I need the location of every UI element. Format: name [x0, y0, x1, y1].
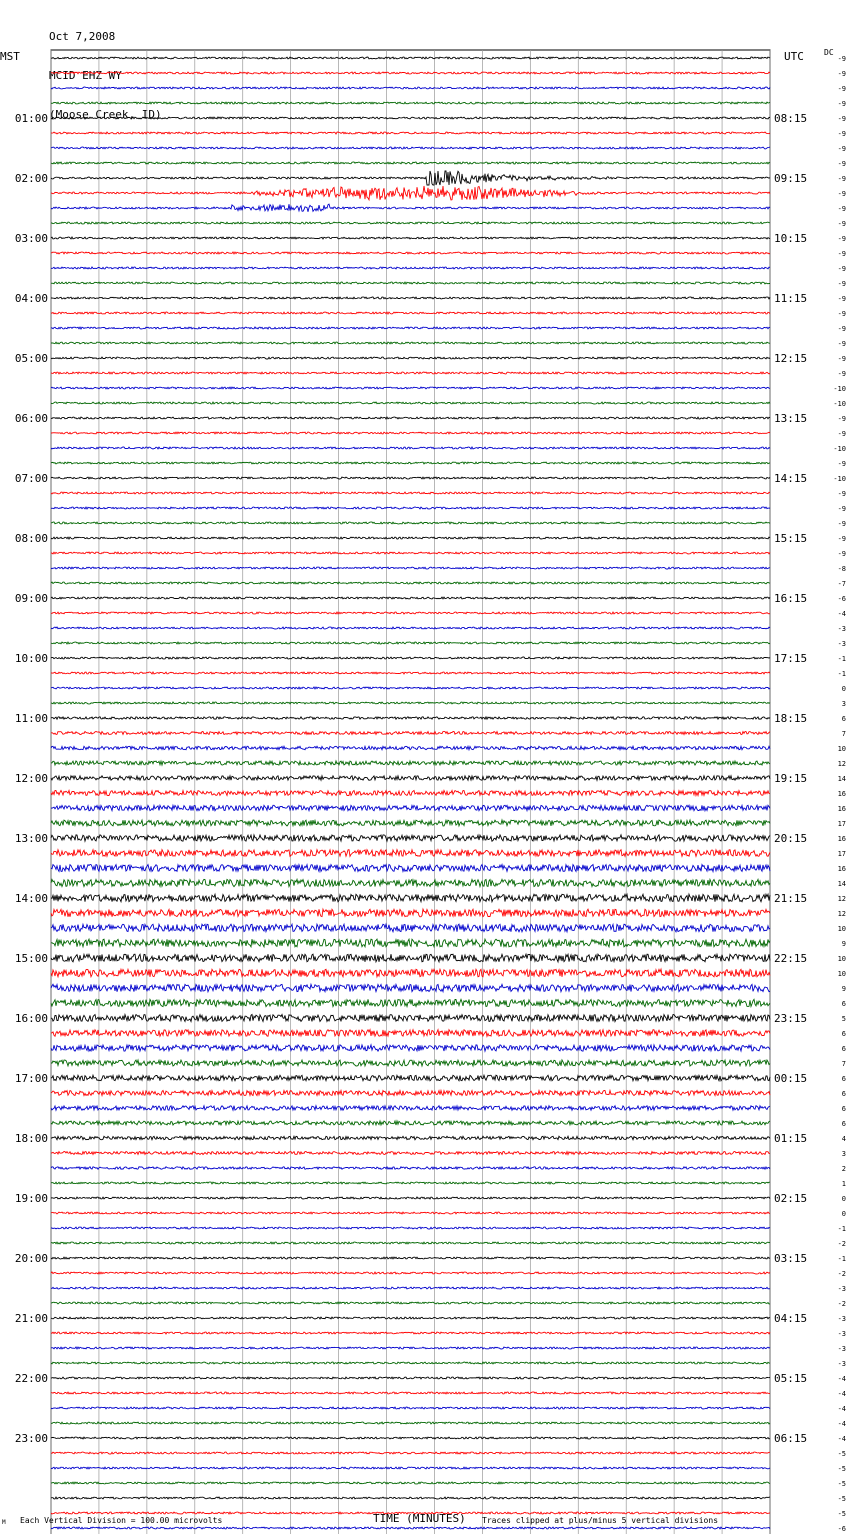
dc-offset-label: 4: [841, 1135, 846, 1143]
dc-offset-label: -2: [837, 1300, 846, 1308]
seismic-trace: [51, 835, 770, 841]
seismic-trace: [51, 732, 770, 735]
dc-offset-label: -9: [837, 145, 846, 153]
seismic-trace: [51, 1121, 770, 1125]
mst-hour-label: 10:00: [14, 652, 48, 665]
seismic-trace: [51, 537, 770, 539]
seismic-trace: [51, 1467, 770, 1469]
utc-hour-label: 08:15: [774, 112, 808, 125]
utc-hour-label: 05:15: [774, 1372, 808, 1385]
mst-hour-label: 23:00: [14, 1432, 48, 1445]
seismic-trace: [51, 1091, 770, 1096]
dc-offset-label: -4: [837, 1405, 846, 1413]
mst-hour-label: 01:00: [14, 112, 48, 125]
utc-hour-label: 10:15: [774, 232, 808, 245]
dc-offset-label: -5: [837, 1495, 846, 1503]
utc-hour-label: 03:15: [774, 1252, 808, 1265]
dc-offset-label: -9: [837, 550, 846, 558]
x-axis-title: TIME (MINUTES): [373, 1512, 466, 1525]
mst-hour-label: 06:00: [14, 412, 48, 425]
scale-note: Each Vertical Division = 100.00 microvolts: [20, 1516, 223, 1525]
dc-offset-label: -7: [837, 580, 846, 588]
dc-offset-label: 6: [841, 1000, 846, 1008]
seismic-trace: [51, 432, 770, 434]
dc-offset-label: 5: [841, 1015, 846, 1023]
dc-offset-label: -9: [837, 355, 846, 363]
dc-offset-label: -9: [837, 340, 846, 348]
utc-label: UTC: [784, 50, 804, 63]
dc-offset-label: -4: [837, 1420, 846, 1428]
seismic-trace: [51, 1015, 770, 1022]
mst-hour-label: 17:00: [14, 1072, 48, 1085]
seismic-trace: [51, 522, 770, 524]
dc-offset-label: -3: [837, 1360, 846, 1368]
dc-offset-label: -9: [837, 520, 846, 528]
mst-hour-label: 19:00: [14, 1192, 48, 1205]
station-label: MCID EHZ WY: [49, 69, 122, 82]
seismic-trace: [51, 204, 770, 212]
seismic-trace: [51, 1347, 770, 1349]
dc-offset-label: 6: [841, 1045, 846, 1053]
dc-offset-label: -10: [833, 475, 846, 483]
seismic-trace: [51, 1167, 770, 1169]
seismic-trace: [51, 702, 770, 704]
seismic-trace: [51, 357, 770, 359]
mst-hour-label: 07:00: [14, 472, 48, 485]
dc-offset-label: -9: [837, 430, 846, 438]
mst-hour-label: 15:00: [14, 952, 48, 965]
dc-offset-label: 14: [837, 880, 846, 888]
dc-offset-label: 17: [837, 850, 846, 858]
dc-offset-label: 9: [841, 985, 846, 993]
mst-hour-label: 11:00: [14, 712, 48, 725]
mst-label: MST: [0, 50, 20, 63]
seismic-trace: [51, 1227, 770, 1229]
dc-offset-label: 16: [837, 865, 846, 873]
dc-offset-label: -9: [837, 85, 846, 93]
dc-offset-label: -9: [837, 265, 846, 273]
dc-offset-label: -9: [837, 130, 846, 138]
seismic-trace: [51, 147, 770, 149]
dc-offset-label: 1: [841, 1180, 846, 1188]
utc-hour-label: 22:15: [774, 952, 808, 965]
dc-offset-label: -9: [837, 100, 846, 108]
seismic-trace: [51, 447, 770, 449]
corner-mark: M: [2, 1519, 6, 1526]
dc-offset-label: 16: [837, 790, 846, 798]
seismic-trace: [51, 1377, 770, 1379]
dc-offset-label: 6: [841, 1105, 846, 1113]
dc-offset-label: -9: [837, 115, 846, 123]
mst-hour-label: 09:00: [14, 592, 48, 605]
seismic-trace: [51, 1287, 770, 1289]
dc-offset-label: -9: [837, 205, 846, 213]
seismic-trace: [51, 552, 770, 554]
mst-hour-label: 14:00: [14, 892, 48, 905]
utc-hour-label: 06:15: [774, 1432, 808, 1445]
dc-offset-label: 6: [841, 1090, 846, 1098]
dc-offset-label: 12: [837, 895, 846, 903]
seismic-trace: [51, 567, 770, 569]
mst-hour-label: 08:00: [14, 532, 48, 545]
dc-offset-label: -5: [837, 1480, 846, 1488]
seismic-trace: [51, 761, 770, 765]
seismic-trace: [51, 267, 770, 269]
dc-offset-label: -10: [833, 385, 846, 393]
seismic-trace: [51, 1182, 770, 1184]
dc-offset-label: 12: [837, 910, 846, 918]
seismic-trace: [51, 492, 770, 494]
mst-hour-label: 03:00: [14, 232, 48, 245]
utc-hour-label: 09:15: [774, 172, 808, 185]
seismic-trace: [51, 1317, 770, 1319]
seismic-trace: [51, 312, 770, 314]
mst-hour-label: 04:00: [14, 292, 48, 305]
utc-hour-label: 02:15: [774, 1192, 808, 1205]
dc-offset-label: -9: [837, 220, 846, 228]
dc-offset-label: -3: [837, 1345, 846, 1353]
seismic-trace: [51, 507, 770, 509]
seismic-trace: [51, 924, 770, 932]
seismic-trace: [51, 1422, 770, 1424]
mst-hour-label: 12:00: [14, 772, 48, 785]
mst-hour-label: 05:00: [14, 352, 48, 365]
dc-offset-label: -5: [837, 1450, 846, 1458]
dc-offset-label: -3: [837, 1330, 846, 1338]
seismic-trace: [51, 1332, 770, 1334]
seismic-trace: [51, 1407, 770, 1409]
dc-offset-label: 10: [837, 925, 846, 933]
seismic-trace: [51, 222, 770, 224]
dc-offset-label: 6: [841, 1075, 846, 1083]
dc-offset-label: 12: [837, 760, 846, 768]
seismic-trace: [51, 1302, 770, 1304]
seismic-trace: [51, 237, 770, 239]
dc-offset-label: -9: [837, 235, 846, 243]
seismic-trace: [51, 72, 770, 74]
seismic-trace: [51, 805, 770, 810]
dc-offset-label: -9: [837, 175, 846, 183]
seismic-trace: [51, 746, 770, 749]
dc-offset-label: -10: [833, 445, 846, 453]
utc-hour-label: 19:15: [774, 772, 808, 785]
dc-offset-label: 2: [841, 1165, 846, 1173]
seismic-trace: [51, 402, 770, 404]
seismic-trace: [51, 162, 770, 164]
dc-offset-label: -9: [837, 55, 846, 63]
seismic-trace: [51, 1030, 770, 1037]
dc-offset-label: -9: [837, 160, 846, 168]
seismic-trace: [51, 939, 770, 947]
dc-offset-label: -9: [837, 415, 846, 423]
dc-offset-label: -6: [837, 595, 846, 603]
dc-offset-label: -1: [837, 655, 846, 663]
utc-hour-label: 17:15: [774, 652, 808, 665]
seismic-trace: [51, 1106, 770, 1111]
seismic-trace: [51, 999, 770, 1006]
dc-offset-label: -9: [837, 310, 846, 318]
dc-offset-label: -2: [837, 1270, 846, 1278]
dc-offset-label: -5: [837, 1465, 846, 1473]
dc-offset-label: 0: [841, 1210, 846, 1218]
dc-offset-label: -1: [837, 1255, 846, 1263]
dc-offset-label: 3: [841, 1150, 846, 1158]
seismic-trace: [51, 984, 770, 991]
utc-hour-label: 00:15: [774, 1072, 808, 1085]
utc-hour-label: 12:15: [774, 352, 808, 365]
dc-offset-label: -9: [837, 460, 846, 468]
seismic-trace: [51, 1060, 770, 1066]
dc-offset-label: -9: [837, 280, 846, 288]
utc-hour-label: 20:15: [774, 832, 808, 845]
dc-offset-label: -10: [833, 400, 846, 408]
seismic-trace: [51, 909, 770, 917]
dc-offset-label: -1: [837, 1225, 846, 1233]
dc-offset-label: -9: [837, 535, 846, 543]
seismic-trace: [51, 776, 770, 781]
dc-offset-label: -3: [837, 1285, 846, 1293]
dc-offset-label: -1: [837, 670, 846, 678]
seismic-trace: [51, 627, 770, 629]
dc-offset-label: 10: [837, 745, 846, 753]
dc-offset-label: -9: [837, 325, 846, 333]
dc-offset-label: -5: [837, 1510, 846, 1518]
seismic-trace: [51, 117, 770, 119]
mst-hour-label: 20:00: [14, 1252, 48, 1265]
seismic-trace: [51, 1272, 770, 1274]
dc-offset-label: 9: [841, 940, 846, 948]
location-label: (Moose Creek, ID): [49, 108, 162, 121]
utc-hour-label: 01:15: [774, 1132, 808, 1145]
seismic-trace: [51, 1152, 770, 1155]
seismic-trace: [51, 657, 770, 659]
dc-offset-label: 14: [837, 775, 846, 783]
dc-offset-label: -2: [837, 1240, 846, 1248]
seismic-trace: [51, 1497, 770, 1499]
dc-offset-label: 6: [841, 1030, 846, 1038]
date-label: Oct 7,2008: [49, 30, 116, 43]
dc-offset-label: -6: [837, 1525, 846, 1533]
dc-offset-label: 16: [837, 835, 846, 843]
seismic-trace: [51, 186, 770, 200]
seismic-trace: [51, 477, 770, 479]
seismic-trace: [51, 791, 770, 796]
seismic-trace: [51, 1242, 770, 1244]
dc-offset-label: -9: [837, 295, 846, 303]
seismic-trace: [51, 672, 770, 674]
utc-hour-label: 15:15: [774, 532, 808, 545]
seismic-trace: [51, 87, 770, 89]
seismic-trace: [51, 1437, 770, 1439]
seismic-trace: [51, 297, 770, 299]
seismic-trace: [51, 894, 770, 901]
dc-offset-label: -8: [837, 565, 846, 573]
seismic-trace: [51, 171, 770, 185]
seismic-trace: [51, 865, 770, 872]
seismic-trace: [51, 57, 770, 59]
seismic-trace: [51, 1045, 770, 1051]
dc-offset-label: -3: [837, 1315, 846, 1323]
seismic-trace: [51, 717, 770, 719]
seismic-trace: [51, 342, 770, 344]
utc-hour-label: 21:15: [774, 892, 808, 905]
seismic-trace: [51, 1212, 770, 1214]
seismic-trace: [51, 1527, 770, 1529]
dc-offset-label: 6: [841, 1120, 846, 1128]
utc-hour-label: 04:15: [774, 1312, 808, 1325]
dc-offset-label: -3: [837, 625, 846, 633]
dc-offset-label: -9: [837, 70, 846, 78]
dc-offset-label: -9: [837, 370, 846, 378]
dc-offset-label: -3: [837, 640, 846, 648]
utc-hour-label: 18:15: [774, 712, 808, 725]
seismic-trace: [51, 1392, 770, 1394]
dc-offset-label: 0: [841, 685, 846, 693]
utc-hour-label: 14:15: [774, 472, 808, 485]
dc-label: DC: [824, 48, 834, 57]
seismic-trace: [51, 1452, 770, 1454]
seismic-trace: [51, 820, 770, 826]
dc-offset-label: -4: [837, 1435, 846, 1443]
mst-hour-label: 18:00: [14, 1132, 48, 1145]
dc-offset-label: 7: [841, 730, 846, 738]
dc-offset-label: -9: [837, 250, 846, 258]
seismic-trace: [51, 1075, 770, 1081]
mst-hour-label: 16:00: [14, 1012, 48, 1025]
dc-offset-label: 6: [841, 715, 846, 723]
seismic-trace: [51, 132, 770, 134]
dc-offset-label: 10: [837, 955, 846, 963]
dc-offset-label: 16: [837, 805, 846, 813]
utc-hour-label: 13:15: [774, 412, 808, 425]
mst-hour-label: 13:00: [14, 832, 48, 845]
dc-offset-label: 10: [837, 970, 846, 978]
seismic-trace: [51, 462, 770, 464]
seismic-trace: [51, 252, 770, 254]
seismic-trace: [51, 1197, 770, 1199]
seismic-trace: [51, 687, 770, 689]
dc-offset-label: 7: [841, 1060, 846, 1068]
dc-offset-label: 17: [837, 820, 846, 828]
seismic-trace: [51, 1362, 770, 1364]
dc-offset-label: -9: [837, 190, 846, 198]
seismic-trace: [51, 327, 770, 329]
seismic-trace: [51, 1136, 770, 1139]
seismic-trace: [51, 879, 770, 886]
seismic-trace: [51, 387, 770, 389]
mst-hour-label: 02:00: [14, 172, 48, 185]
utc-hour-label: 23:15: [774, 1012, 808, 1025]
dc-offset-label: 0: [841, 1195, 846, 1203]
mst-hour-label: 22:00: [14, 1372, 48, 1385]
dc-offset-label: -4: [837, 1375, 846, 1383]
seismic-trace: [51, 417, 770, 419]
mst-hour-label: 21:00: [14, 1312, 48, 1325]
seismic-trace: [51, 597, 770, 599]
clip-note: Traces clipped at plus/minus 5 vertical divisions: [482, 1516, 719, 1525]
seismic-trace: [51, 954, 770, 962]
dc-offset-label: -4: [837, 610, 846, 618]
dc-offset-label: -9: [837, 490, 846, 498]
seismic-trace: [51, 642, 770, 644]
seismic-trace: [51, 582, 770, 584]
seismic-trace: [51, 1257, 770, 1259]
dc-offset-label: 3: [841, 700, 846, 708]
seismic-trace: [51, 850, 770, 857]
utc-hour-label: 16:15: [774, 592, 808, 605]
seismic-trace: [51, 372, 770, 374]
seismic-trace: [51, 102, 770, 104]
seismic-trace: [51, 1482, 770, 1484]
dc-offset-label: -4: [837, 1390, 846, 1398]
dc-offset-label: -9: [837, 505, 846, 513]
seismic-trace: [51, 969, 770, 977]
utc-hour-label: 11:15: [774, 292, 808, 305]
seismic-trace: [51, 612, 770, 614]
seismic-trace: [51, 282, 770, 284]
